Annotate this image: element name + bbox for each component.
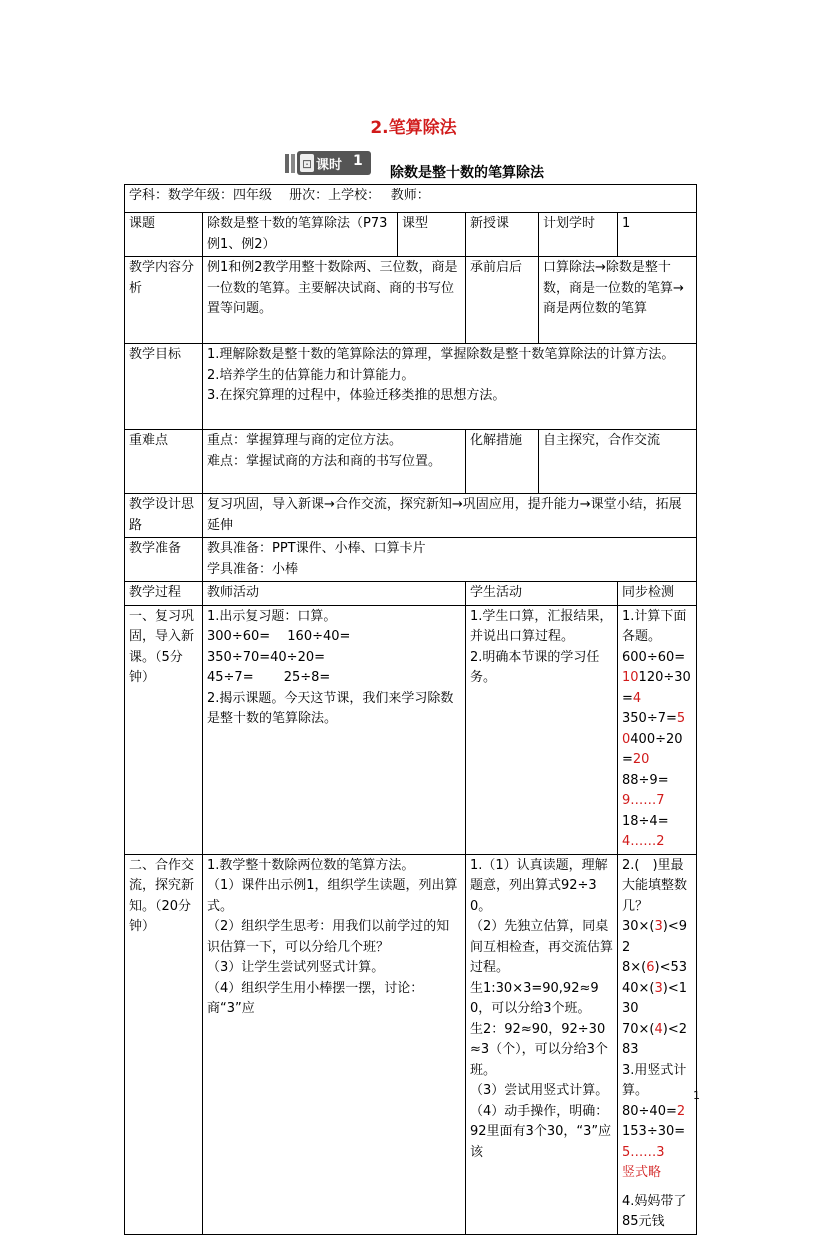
goal-item: 1.理解除数是整十数的笔算除法的算理，掌握除数是整十数笔算除法的计算方法。 xyxy=(207,347,675,362)
stage1-student xyxy=(466,605,618,854)
check-question: 40×( xyxy=(622,980,655,996)
check-answer: 9……7 xyxy=(622,793,665,808)
teacher-step: 1.教学整十数除两位数的笔算方法。 xyxy=(207,857,415,873)
student-tools: 学具准备：小棒 xyxy=(207,561,299,577)
student-step: （4）动手操作，明确：92里面有3个30，“3”应该 xyxy=(470,1103,612,1160)
check-question: )<130 xyxy=(622,980,688,1016)
measure-label: 化解措施 xyxy=(466,430,539,494)
check-question: )<92 xyxy=(622,919,688,955)
process-header-student: 学生活动 xyxy=(466,582,618,606)
key-value xyxy=(203,430,466,494)
difficult-point: 难点：掌握试商的方法和商的书写位置。 xyxy=(207,453,442,469)
student-step: （3）尝试用竖式计算。 xyxy=(470,1083,609,1098)
teacher-step: （2）组织学生思考：用我们以前学过的知识估算一下，可以分给几个班？ xyxy=(207,919,450,955)
teacher-step: （4）组织学生用小棒摆一摆，讨论：商“3”应 xyxy=(207,980,424,1016)
link-value: 口算除法→除数是整十数，商是一位数的笔算→商是两位数的笔算 xyxy=(539,257,697,344)
stage2-student xyxy=(466,854,618,1234)
teacher-step: 45÷7= 25÷8= xyxy=(207,670,331,685)
check-question: 600÷60= xyxy=(622,649,686,665)
goals-list xyxy=(203,344,697,430)
check-title: 4.妈妈带了85元钱 xyxy=(622,1193,687,1229)
check-title: 3.用竖式计算。 xyxy=(622,1062,687,1098)
topic-value: 除数是整十数的笔算除法（P73例1、例2） xyxy=(203,213,398,257)
check-answer: 4 xyxy=(654,1021,663,1037)
hours-label: 计划学时 xyxy=(539,213,618,257)
check-question: 18÷4= xyxy=(622,813,669,829)
check-answer: 6 xyxy=(646,960,655,975)
type-label: 课型 xyxy=(398,213,466,257)
process-header-check: 同步检测 xyxy=(618,582,697,606)
content-value: 例1和例2教学用整十数除两、三位数，商是一位数的笔算。主要解决试商、商的书写位置等问题。 xyxy=(203,257,466,344)
check-question: 8×( xyxy=(622,960,647,975)
check-answer: 5……3 xyxy=(622,1144,665,1160)
prep-value xyxy=(203,538,697,582)
check-title: 2.( )里最大能填整数几？ xyxy=(622,857,688,914)
check-answer: 4 xyxy=(632,690,642,706)
student-step: 生1:30×3=90,92≈90，可以分给3个班。 xyxy=(470,980,599,1016)
stage2-label: 二、合作交流，探究新知。（20分钟） xyxy=(125,854,203,1234)
check-question: 400÷20= xyxy=(622,731,683,767)
topic-label: 课题 xyxy=(125,213,203,257)
page-title: 2.笔算除法 xyxy=(370,118,457,138)
check-question: 120÷30= xyxy=(622,670,691,706)
badge-text: 课时 xyxy=(316,158,343,173)
stage2-check xyxy=(618,854,697,1234)
check-answer: 10 xyxy=(622,670,639,685)
stage2-teacher xyxy=(203,854,466,1234)
teacher-step: （1）课件出示例1，组织学生读题，列出算式。 xyxy=(207,878,458,914)
check-answer: 20 xyxy=(632,752,650,767)
teacher-step: 350÷70=40÷20= xyxy=(207,649,326,665)
teacher-tools: 教具准备：PPT课件、小棒、口算卡片 xyxy=(207,541,426,556)
check-note: 竖式略 xyxy=(622,1165,662,1180)
student-step: 生2：92≈90，92÷30≈3（个），可以分给3个班。 xyxy=(470,1021,608,1078)
content-label: 教学内容分析 xyxy=(125,257,203,344)
check-question: 70×( xyxy=(622,1021,655,1037)
check-question: 350÷7= xyxy=(622,711,677,726)
teacher-step: 300÷60= 160÷40= xyxy=(207,629,351,644)
info-row: 学科：数学年级：四年级 册次：上学校： 教师： xyxy=(125,185,697,213)
key-point: 重点：掌握算理与商的定位方法。 xyxy=(207,433,403,448)
goal-item: 2.培养学生的估算能力和计算能力。 xyxy=(207,367,415,383)
page-number: 1 xyxy=(693,1089,700,1102)
stage1-check xyxy=(618,605,697,854)
badge-number: 1 xyxy=(353,153,363,169)
check-question: 153÷30= xyxy=(622,1124,686,1139)
check-question: )<283 xyxy=(622,1021,688,1057)
check-answer: 2 xyxy=(676,1103,686,1119)
check-question: )<53 xyxy=(654,960,688,975)
design-label: 教学设计思路 xyxy=(125,494,203,538)
teacher-step: 1.出示复习题：口算。 xyxy=(207,608,337,624)
measure-value: 自主探究，合作交流 xyxy=(539,430,697,494)
hours-value: 1 xyxy=(618,213,697,257)
student-step: （2）先独立估算，同桌间互相检查，再交流估算过程。 xyxy=(470,919,614,975)
prep-label: 教学准备 xyxy=(125,538,203,582)
stage1-label: 一、复习巩固，导入新课。（5分钟） xyxy=(125,605,203,854)
stage1-teacher xyxy=(203,605,466,854)
process-header-teacher: 教师活动 xyxy=(203,582,466,606)
process-header-stage: 教学过程 xyxy=(125,582,203,606)
design-value: 复习巩固，导入新课→合作交流，探究新知→巩固应用，提升能力→课堂小结，拓展延伸 xyxy=(203,494,697,538)
check-question: 88÷9= xyxy=(622,772,669,788)
teacher-step: （3）让学生尝试列竖式计算。 xyxy=(207,960,385,975)
lesson-subtitle: 除数是整十数的笔算除法 xyxy=(390,165,544,181)
student-step: 2.明确本节课的学习任务。 xyxy=(470,649,600,685)
check-answer: 4……2 xyxy=(622,834,665,849)
student-step: 1.学生口算，汇报结果，并说出口算过程。 xyxy=(470,608,613,644)
check-question: 30×( xyxy=(622,919,655,934)
check-question: 80÷40= xyxy=(622,1103,677,1119)
key-label: 重难点 xyxy=(125,430,203,494)
goal-item: 3.在探究算理的过程中，体验迁移类推的思想方法。 xyxy=(207,388,506,403)
link-label: 承前启后 xyxy=(466,257,539,344)
svg-text:⊡: ⊡ xyxy=(301,157,313,171)
check-answer: 3 xyxy=(654,919,663,934)
student-step: 1.（1）认真读题，理解题意，列出算式92÷30。 xyxy=(470,857,608,914)
check-answer: 50 xyxy=(622,711,686,747)
teacher-step: 2.揭示课题。今天这节课，我们来学习除数是整十数的笔算除法。 xyxy=(207,690,454,726)
check-answer: 3 xyxy=(654,980,663,996)
goals-label: 教学目标 xyxy=(125,344,203,430)
lesson-plan-table xyxy=(124,184,697,1235)
type-value: 新授课 xyxy=(466,213,539,257)
check-title: 1.计算下面各题。 xyxy=(622,608,687,644)
